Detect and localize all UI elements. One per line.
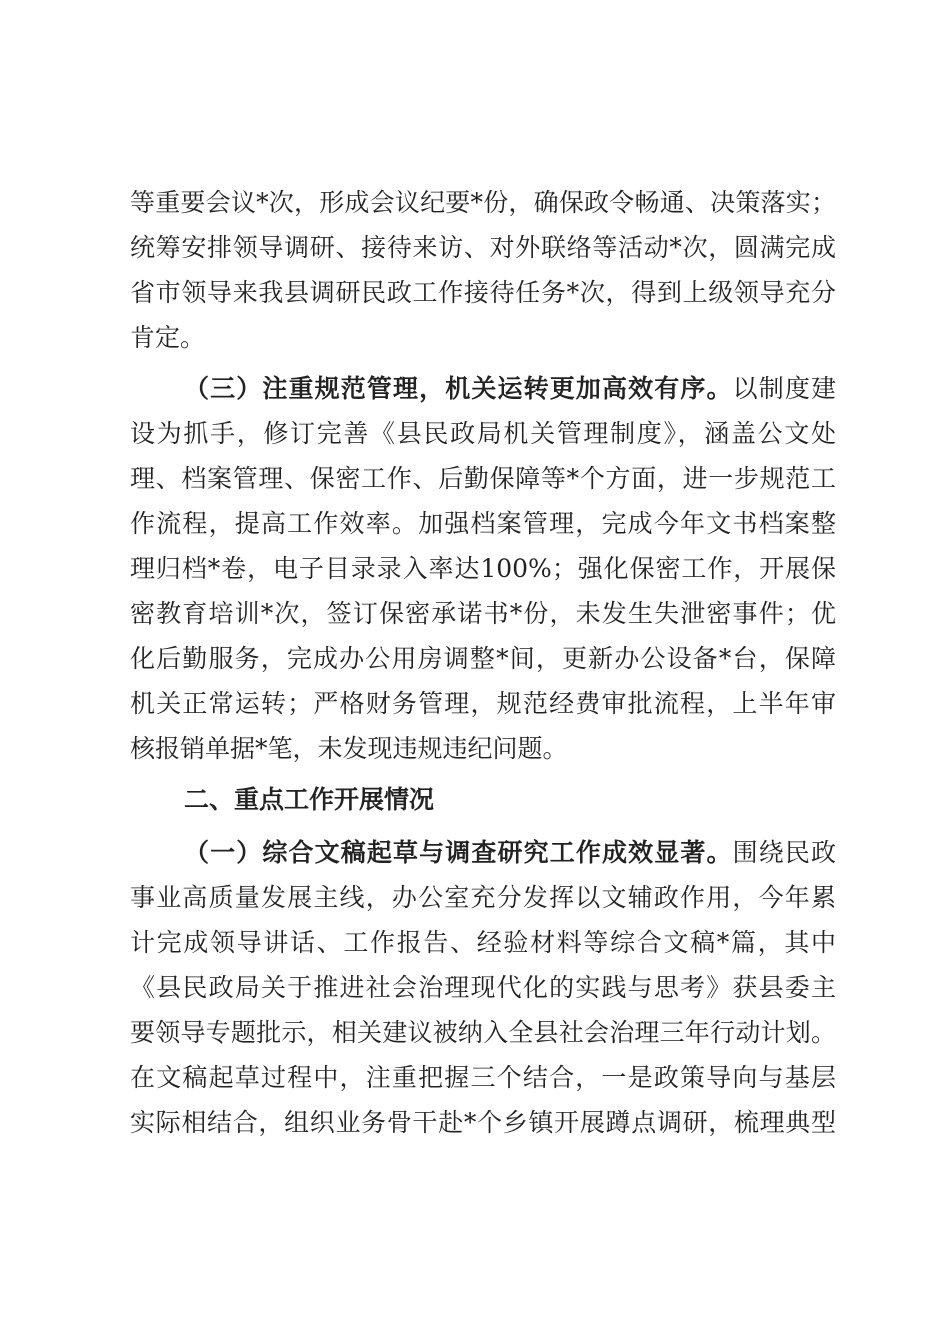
paragraph-text: 以制度建 xyxy=(732,374,836,403)
paragraph-line: 实际相结合，组织业务骨干赴*个乡镇开展蹲点调研，梳理典型 xyxy=(130,1108,836,1137)
paragraph-line: 理归档*卷，电子目录录入率达100%；强化保密工作，开展保 xyxy=(130,554,836,583)
paragraph-line: 密教育培训*次，签订保密承诺书*份，未发生失泄密事件；优 xyxy=(130,599,836,628)
paragraph-line: 化后勤服务，完成办公用房调整*间，更新办公设备*台，保障 xyxy=(130,644,836,673)
subsection-heading: （三）注重规范管理，机关运转更加高效有序。 xyxy=(184,374,733,403)
subsection-heading: （一）综合文稿起草与调查研究工作成效显著。 xyxy=(184,838,733,867)
paragraph-line: 机关正常运转；严格财务管理，规范经费审批流程，上半年审 xyxy=(130,689,836,718)
paragraph-line: 作流程，提高工作效率。加强档案管理，完成今年文书档案整 xyxy=(130,509,836,538)
paragraph-line: 省市领导来我县调研民政工作接待任务*次，得到上级领导充分 xyxy=(130,278,836,307)
paragraph-line: 设为抓手，修订完善《县民政局机关管理制度》，涵盖公文处 xyxy=(130,419,836,448)
paragraph-line: 计完成领导讲话、工作报告、经验材料等综合文稿*篇，其中 xyxy=(130,928,836,957)
paragraph-line: 要领导专题批示，相关建议被纳入全县社会治理三年行动计划。 xyxy=(130,1018,836,1047)
paragraph-first-line xyxy=(184,830,836,876)
paragraph-line: 在文稿起草过程中，注重把握三个结合，一是政策导向与基层 xyxy=(130,1063,836,1092)
paragraph-line: 理、档案管理、保密工作、后勤保障等*个方面，进一步规范工 xyxy=(130,464,836,493)
paragraph-line: 核报销单据*笔，未发现违规违纪问题。 xyxy=(130,734,568,763)
paragraph-line: 等重要会议*次，形成会议纪要*份，确保政令畅通、决策落实； xyxy=(130,188,836,217)
paragraph-line: 肯定。 xyxy=(130,323,206,352)
paragraph-text: 围绕民政 xyxy=(732,838,836,867)
paragraph-line: 《县民政局关于推进社会治理现代化的实践与思考》获县委主 xyxy=(130,973,836,1002)
paragraph-line: 事业高质量发展主线，办公室充分发挥以文辅政作用，今年累 xyxy=(130,883,836,912)
paragraph-line: 统筹安排领导调研、接待来访、对外联络等活动*次，圆满完成 xyxy=(130,233,836,262)
section-heading xyxy=(184,777,836,823)
paragraph-first-line xyxy=(184,366,836,412)
section-heading-text: 二、重点工作开展情况 xyxy=(184,785,435,814)
